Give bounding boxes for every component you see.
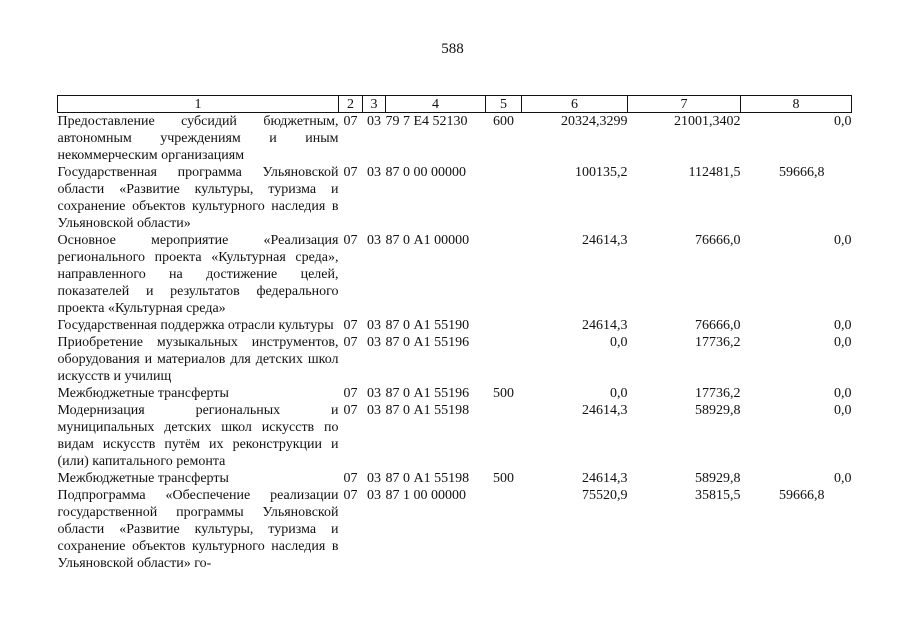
row-name: Государственная программа Ульяновской области «Развитие культуры, туризма и сохранение объектов культурного наследия в Ульяновской области» <box>57 165 339 231</box>
row-section: 07 <box>343 233 358 248</box>
row-subsection: 03 <box>367 386 381 401</box>
row-subsection: 03 <box>367 233 381 248</box>
row-name: Межбюджетные трансферты <box>57 386 229 401</box>
row-value-8: 0,0 <box>834 386 852 401</box>
row-value-6: 0,0 <box>610 386 628 401</box>
table-row <box>58 402 852 470</box>
header-col-6: 6 <box>522 96 628 113</box>
row-subsection: 03 <box>367 488 381 503</box>
row-value-8: 59666,8 <box>779 165 825 180</box>
row-value-6: 100135,2 <box>575 165 628 180</box>
header-col-8: 8 <box>741 96 852 113</box>
row-expense-type <box>486 487 522 572</box>
row-value-7: 76666,0 <box>695 318 741 333</box>
header-row <box>58 96 852 113</box>
page-number: 588 <box>441 41 464 57</box>
row-value-8: 0,0 <box>834 471 852 486</box>
row-expense-type <box>486 402 522 470</box>
row-subsection: 03 <box>367 318 381 333</box>
row-value-6: 24614,3 <box>582 403 628 418</box>
row-section: 07 <box>343 114 358 129</box>
table-row <box>58 334 852 385</box>
row-value-8: 0,0 <box>834 233 852 248</box>
row-value-8: 0,0 <box>834 114 852 129</box>
row-section: 07 <box>343 488 358 503</box>
row-value-7: 17736,2 <box>695 386 741 401</box>
row-expense-type: 600 <box>493 114 514 129</box>
row-subsection: 03 <box>367 335 381 350</box>
row-target-code: 87 0 А1 55198 <box>385 403 470 418</box>
row-value-8: 0,0 <box>834 318 852 333</box>
row-value-7: 17736,2 <box>695 335 741 350</box>
row-value-8: 59666,8 <box>779 488 825 503</box>
row-value-7: 58929,8 <box>695 471 741 486</box>
row-target-code: 79 7 Е4 52130 <box>385 114 468 129</box>
row-value-6: 24614,3 <box>582 233 628 248</box>
row-value-8: 0,0 <box>834 403 852 418</box>
table-row <box>58 164 852 232</box>
row-target-code: 87 0 А1 55196 <box>385 335 470 350</box>
row-target-code: 87 0 А1 55198 <box>385 471 470 486</box>
header-col-2: 2 <box>339 96 363 113</box>
table-row <box>58 385 852 402</box>
row-name: Основное мероприятие «Реализация регионального проекта «Культурная среда», направленного на достижение целей, показателей и результатов федерального проекта «Культурная среда» <box>57 233 339 316</box>
row-expense-type <box>486 232 522 317</box>
row-subsection: 03 <box>367 403 381 418</box>
row-expense-type <box>486 164 522 232</box>
row-name: Подпрограмма «Обеспечение реализации государственной программы Ульяновской области «Развитие культуры, туризма и сохранение объектов культурного наследия в Ульяновской области» го- <box>57 488 339 571</box>
row-value-7: 21001,3402 <box>674 114 741 129</box>
row-subsection: 03 <box>367 114 381 129</box>
header-col-1: 1 <box>58 96 339 113</box>
row-name: Приобретение музыкальных инструментов, оборудования и материалов для детских школ искусств и училищ <box>57 335 339 384</box>
row-target-code: 87 0 00 00000 <box>385 165 466 180</box>
row-section: 07 <box>343 318 358 333</box>
row-name: Предоставление субсидий бюджетным, автономным учреждениям и иным некоммерческим организациям <box>57 114 339 163</box>
table-row <box>58 317 852 334</box>
row-target-code: 87 0 А1 00000 <box>385 233 470 248</box>
row-expense-type <box>486 334 522 385</box>
row-section: 07 <box>343 471 358 486</box>
row-subsection: 03 <box>367 471 381 486</box>
header-col-7: 7 <box>628 96 741 113</box>
row-section: 07 <box>343 335 358 350</box>
table-row <box>58 232 852 317</box>
row-value-6: 0,0 <box>610 335 628 350</box>
row-target-code: 87 0 А1 55190 <box>385 318 470 333</box>
row-value-6: 75520,9 <box>582 488 628 503</box>
row-section: 07 <box>343 386 358 401</box>
row-value-6: 20324,3299 <box>561 114 628 129</box>
row-value-8: 0,0 <box>834 335 852 350</box>
table-row <box>58 113 852 165</box>
header-col-4: 4 <box>386 96 486 113</box>
row-section: 07 <box>343 165 358 180</box>
row-expense-type: 500 <box>493 386 514 401</box>
row-value-7: 76666,0 <box>695 233 741 248</box>
table-row <box>58 487 852 572</box>
row-name: Модернизация региональных и муниципальных детских школ искусств по видам искусств путём их реконструкции и (или) капитального ремонта <box>57 403 339 469</box>
row-target-code: 87 1 00 00000 <box>385 488 466 503</box>
header-col-5: 5 <box>486 96 522 113</box>
row-target-code: 87 0 А1 55196 <box>385 386 470 401</box>
row-subsection: 03 <box>367 165 381 180</box>
row-name: Межбюджетные трансферты <box>57 471 229 486</box>
table-row <box>58 470 852 487</box>
row-value-7: 112481,5 <box>688 165 741 180</box>
row-expense-type <box>486 317 522 334</box>
row-value-7: 58929,8 <box>695 403 741 418</box>
row-name: Государственная поддержка отрасли культуры <box>57 318 334 333</box>
header-col-3: 3 <box>363 96 386 113</box>
row-value-6: 24614,3 <box>582 318 628 333</box>
row-expense-type: 500 <box>493 471 514 486</box>
row-value-7: 35815,5 <box>695 488 741 503</box>
row-value-6: 24614,3 <box>582 471 628 486</box>
row-section: 07 <box>343 403 358 418</box>
budget-table <box>57 95 852 572</box>
